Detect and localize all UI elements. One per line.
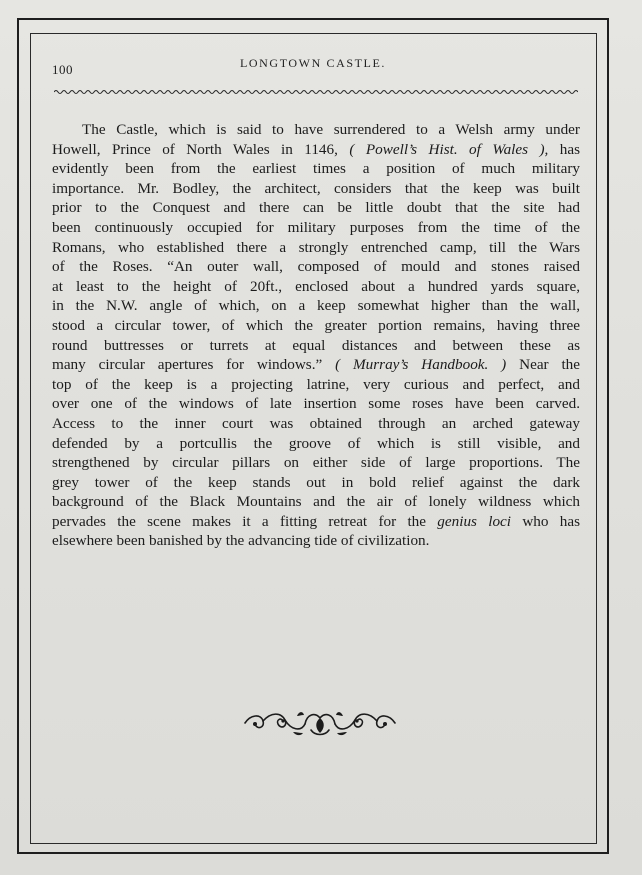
text-line: Romans, who established there a strongly entrenched camp, till the Wars: [52, 238, 580, 256]
text-line: stood a circular tower, of which the greater portion remains, having three: [52, 316, 580, 334]
text-line: over one of the windows of late insertion some roses have been carved.: [52, 395, 580, 413]
text-line: evidently been from the earliest times a position of much military: [52, 160, 580, 178]
citation-italic: ( Murray’s Handbook. ): [335, 356, 507, 374]
citation-italic: ( Powell’s Hist. of Wales ),: [349, 140, 549, 158]
text-line: been continuously occupied for military purposes from the time of the: [52, 218, 580, 236]
running-head: LONGTOWN CASTLE.: [239, 56, 387, 70]
text-line: at least to the height of 20ft., enclosed about a hundred yards square,: [52, 277, 580, 295]
page-number: 100: [52, 62, 73, 77]
text-line: prior to the Conquest and there can be little doubt that the site had: [52, 199, 580, 217]
text-line: elsewhere been banished by the advancing tide of civilization.: [52, 532, 430, 550]
text-line: top of the keep is a projecting latrine, very curious and perfect, and: [52, 375, 580, 393]
scroll-ornament-icon: [241, 706, 399, 740]
latin-phrase-italic: genius loci: [437, 512, 512, 530]
text-line: importance. Mr. Bodley, the architect, considers that the keep was built: [52, 179, 580, 197]
text-line: background of the Black Mountains and the air of lonely wildness which: [52, 493, 580, 511]
text-line: The Castle, which is said to have surrendered to a Welsh army under: [82, 121, 580, 138]
body-paragraph: [52, 120, 580, 551]
text-line: Howell, Prince of North Wales in 1146, ( Powell’s Hist. of Wales ), has: [52, 140, 581, 158]
text-line: Access to the inner court was obtained through an arched gateway: [52, 414, 580, 432]
text-line: many circular apertures for windows.” ( Murray’s Handbook. ) Near the: [52, 356, 581, 374]
text-line: round buttresses or turrets at equal distances and between these as: [52, 336, 580, 354]
text-line: grey tower of the keep stands out in bold relief against the dark: [52, 473, 580, 491]
text-line: pervades the scene makes it a fitting retreat for the genius loci who has: [52, 512, 581, 530]
text-line: in the N.W. angle of which, on a keep somewhat higher than the wall,: [52, 297, 580, 315]
text-line: strengthened by circular pillars on either side of large proportions. The: [52, 454, 580, 472]
text-line: defended by a portcullis the groove of which is still visible, and: [52, 434, 580, 452]
wavy-rule-divider: [54, 86, 578, 98]
text-line: of the Roses. “An outer wall, composed of mould and stones raised: [52, 258, 580, 276]
